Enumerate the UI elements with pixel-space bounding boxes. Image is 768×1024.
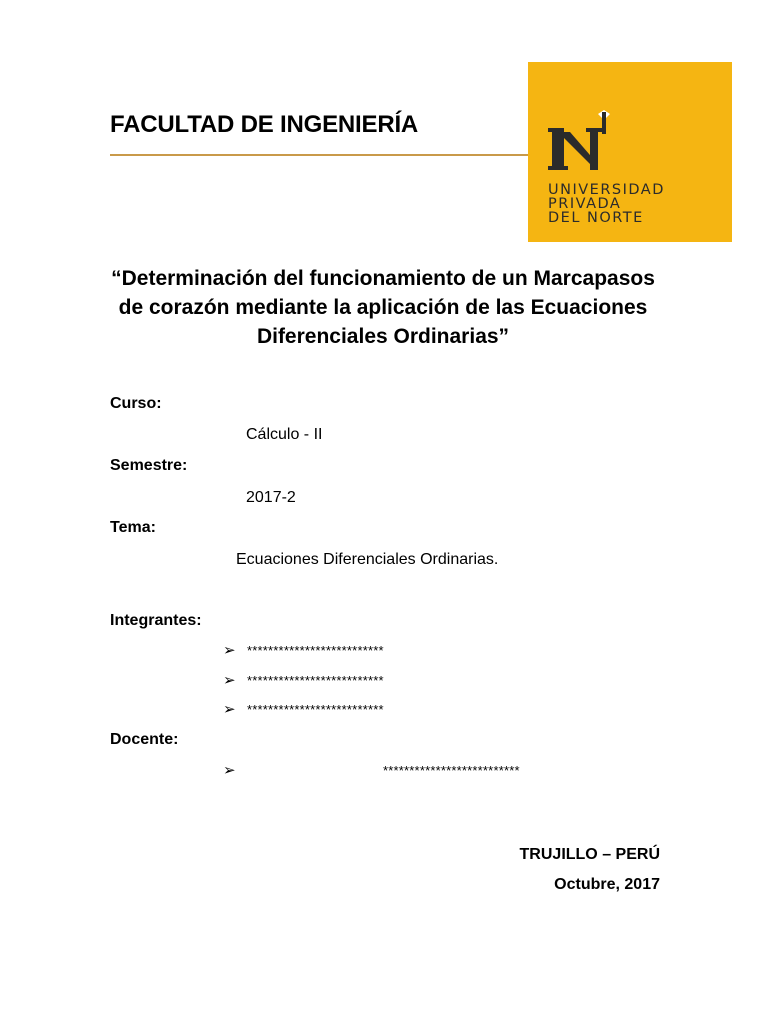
curso-label: Curso: <box>110 395 162 412</box>
faculty-heading: FACULTAD DE INGENIERÍA <box>110 111 419 138</box>
list-item <box>223 671 384 689</box>
tema-value: Ecuaciones Diferenciales Ordinarias. <box>236 551 499 568</box>
tema-label: Tema: <box>110 519 156 536</box>
logo-line-3: DEL NORTE <box>548 210 644 226</box>
footer-date: Octubre, 2017 <box>554 876 660 893</box>
list-item <box>223 641 384 659</box>
list-item <box>223 761 520 779</box>
integrante-name: ************************** <box>247 672 384 688</box>
semestre-label: Semestre: <box>110 457 188 474</box>
semestre-value: 2017-2 <box>246 489 296 506</box>
logo-line-1: UNIVERSIDAD <box>548 182 665 198</box>
arrow-bullet-icon: ➢ <box>223 762 236 779</box>
integrantes-label: Integrantes: <box>110 612 202 629</box>
logo-line-2: PRIVADA <box>548 196 622 212</box>
footer-place: TRUJILLO – PERÚ <box>519 846 660 863</box>
curso-value: Cálculo - II <box>246 426 323 443</box>
heading-divider <box>110 154 530 156</box>
docente-name: ************************** <box>383 762 520 778</box>
university-logo <box>528 62 732 242</box>
arrow-bullet-icon: ➢ <box>223 642 236 659</box>
docente-label: Docente: <box>110 731 179 748</box>
integrante-name: ************************** <box>247 701 384 717</box>
integrante-name: ************************** <box>247 642 384 658</box>
document-title: “Determinación del funcionamiento de un Marcapasos de corazón mediante la aplicación de las Ecuaciones Diferenciales Ordinarias” <box>111 267 655 348</box>
list-item <box>223 700 384 718</box>
arrow-bullet-icon: ➢ <box>223 672 236 689</box>
arrow-bullet-icon: ➢ <box>223 701 236 718</box>
